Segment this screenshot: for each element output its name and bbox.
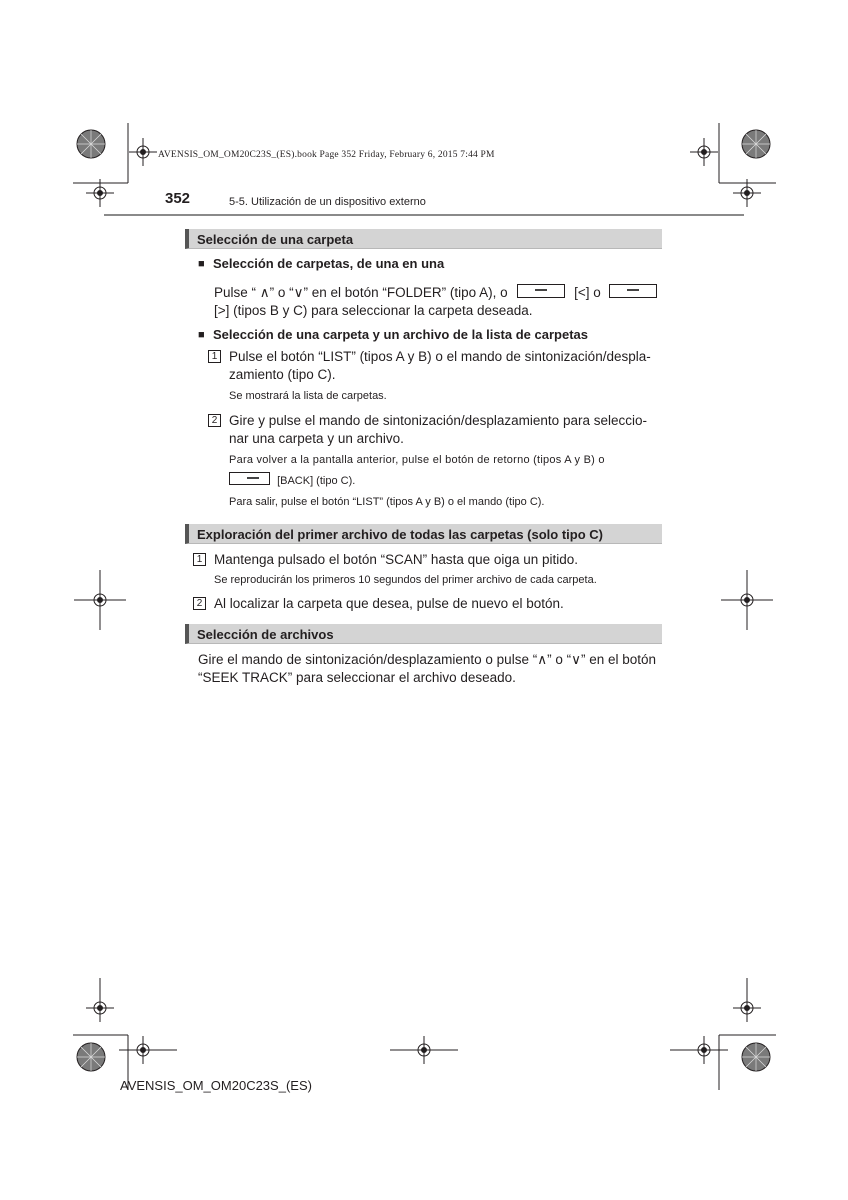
print-slug: AVENSIS_OM_OM20C23S_(ES).book Page 352 Friday, February 6, 2015 7:44 PM	[158, 150, 495, 160]
bullet-square-icon: ■	[198, 329, 205, 341]
section-path: 5-5. Utilización de un dispositivo externo	[229, 196, 426, 208]
section-heading-file-select	[185, 624, 662, 644]
button-symbol-icon	[517, 284, 565, 298]
section-heading-text: Selección de una carpeta	[197, 232, 354, 247]
back-button-symbol-icon	[229, 472, 270, 485]
paragraph-line: [>] (tipos B y C) para seleccionar la carpeta deseada.	[214, 303, 533, 318]
header-rule	[104, 214, 744, 216]
step-number-badge: 2	[193, 597, 206, 610]
section-heading-text: Exploración del primer archivo de todas las carpetas (solo tipo C)	[197, 527, 603, 542]
button-symbol-icon	[609, 284, 657, 298]
text-run: [<] o	[574, 285, 601, 300]
page-number: 352	[165, 190, 191, 207]
step-note	[229, 472, 355, 487]
step-note: Para volver a la pantalla anterior, pulse el botón de retorno (tipos A y B) o	[229, 454, 605, 466]
section-heading-folder-select	[185, 229, 662, 249]
step-text-line: Mantenga pulsado el botón “SCAN” hasta que oiga un pitido.	[214, 552, 578, 567]
section-heading-text: Selección de archivos	[197, 627, 334, 642]
step-text-line: Pulse el botón “LIST” (tipos A y B) o el mando de sintonización/despla-	[229, 349, 651, 364]
subheading: Selección de carpetas, de una en una	[213, 256, 445, 271]
step-text-line: Al localizar la carpeta que desea, pulse de nuevo el botón.	[214, 596, 564, 611]
step-text-line: nar una carpeta y un archivo.	[229, 431, 404, 446]
text-run: [BACK] (tipo C).	[277, 475, 356, 487]
paragraph-line: “SEEK TRACK” para seleccionar el archivo deseado.	[198, 670, 516, 685]
step-note: Para salir, pulse el botón “LIST” (tipos A y B) o el mando (tipo C).	[229, 496, 545, 508]
step-note: Se mostrará la lista de carpetas.	[229, 390, 387, 402]
step-number-badge: 1	[208, 350, 221, 363]
subheading: Selección de una carpeta y un archivo de la lista de carpetas	[213, 327, 588, 342]
paragraph-line	[214, 284, 657, 302]
step-text-line: zamiento (tipo C).	[229, 367, 336, 382]
step-number-badge: 2	[208, 414, 221, 427]
text-run: Pulse “ ∧” o “∨” en el botón “FOLDER” (tipo A), o	[214, 285, 508, 300]
step-text-line: Gire y pulse el mando de sintonización/desplazamiento para seleccio-	[229, 413, 647, 428]
section-heading-scan	[185, 524, 662, 544]
bullet-square-icon: ■	[198, 258, 205, 270]
paragraph-line: Gire el mando de sintonización/desplazamiento o pulse “∧” o “∨” en el botón	[198, 652, 657, 667]
step-number-badge: 1	[193, 553, 206, 566]
footer-document-code: AVENSIS_OM_OM20C23S_(ES)	[120, 1078, 312, 1093]
step-note: Se reproducirán los primeros 10 segundos del primer archivo de cada carpeta.	[214, 574, 597, 586]
